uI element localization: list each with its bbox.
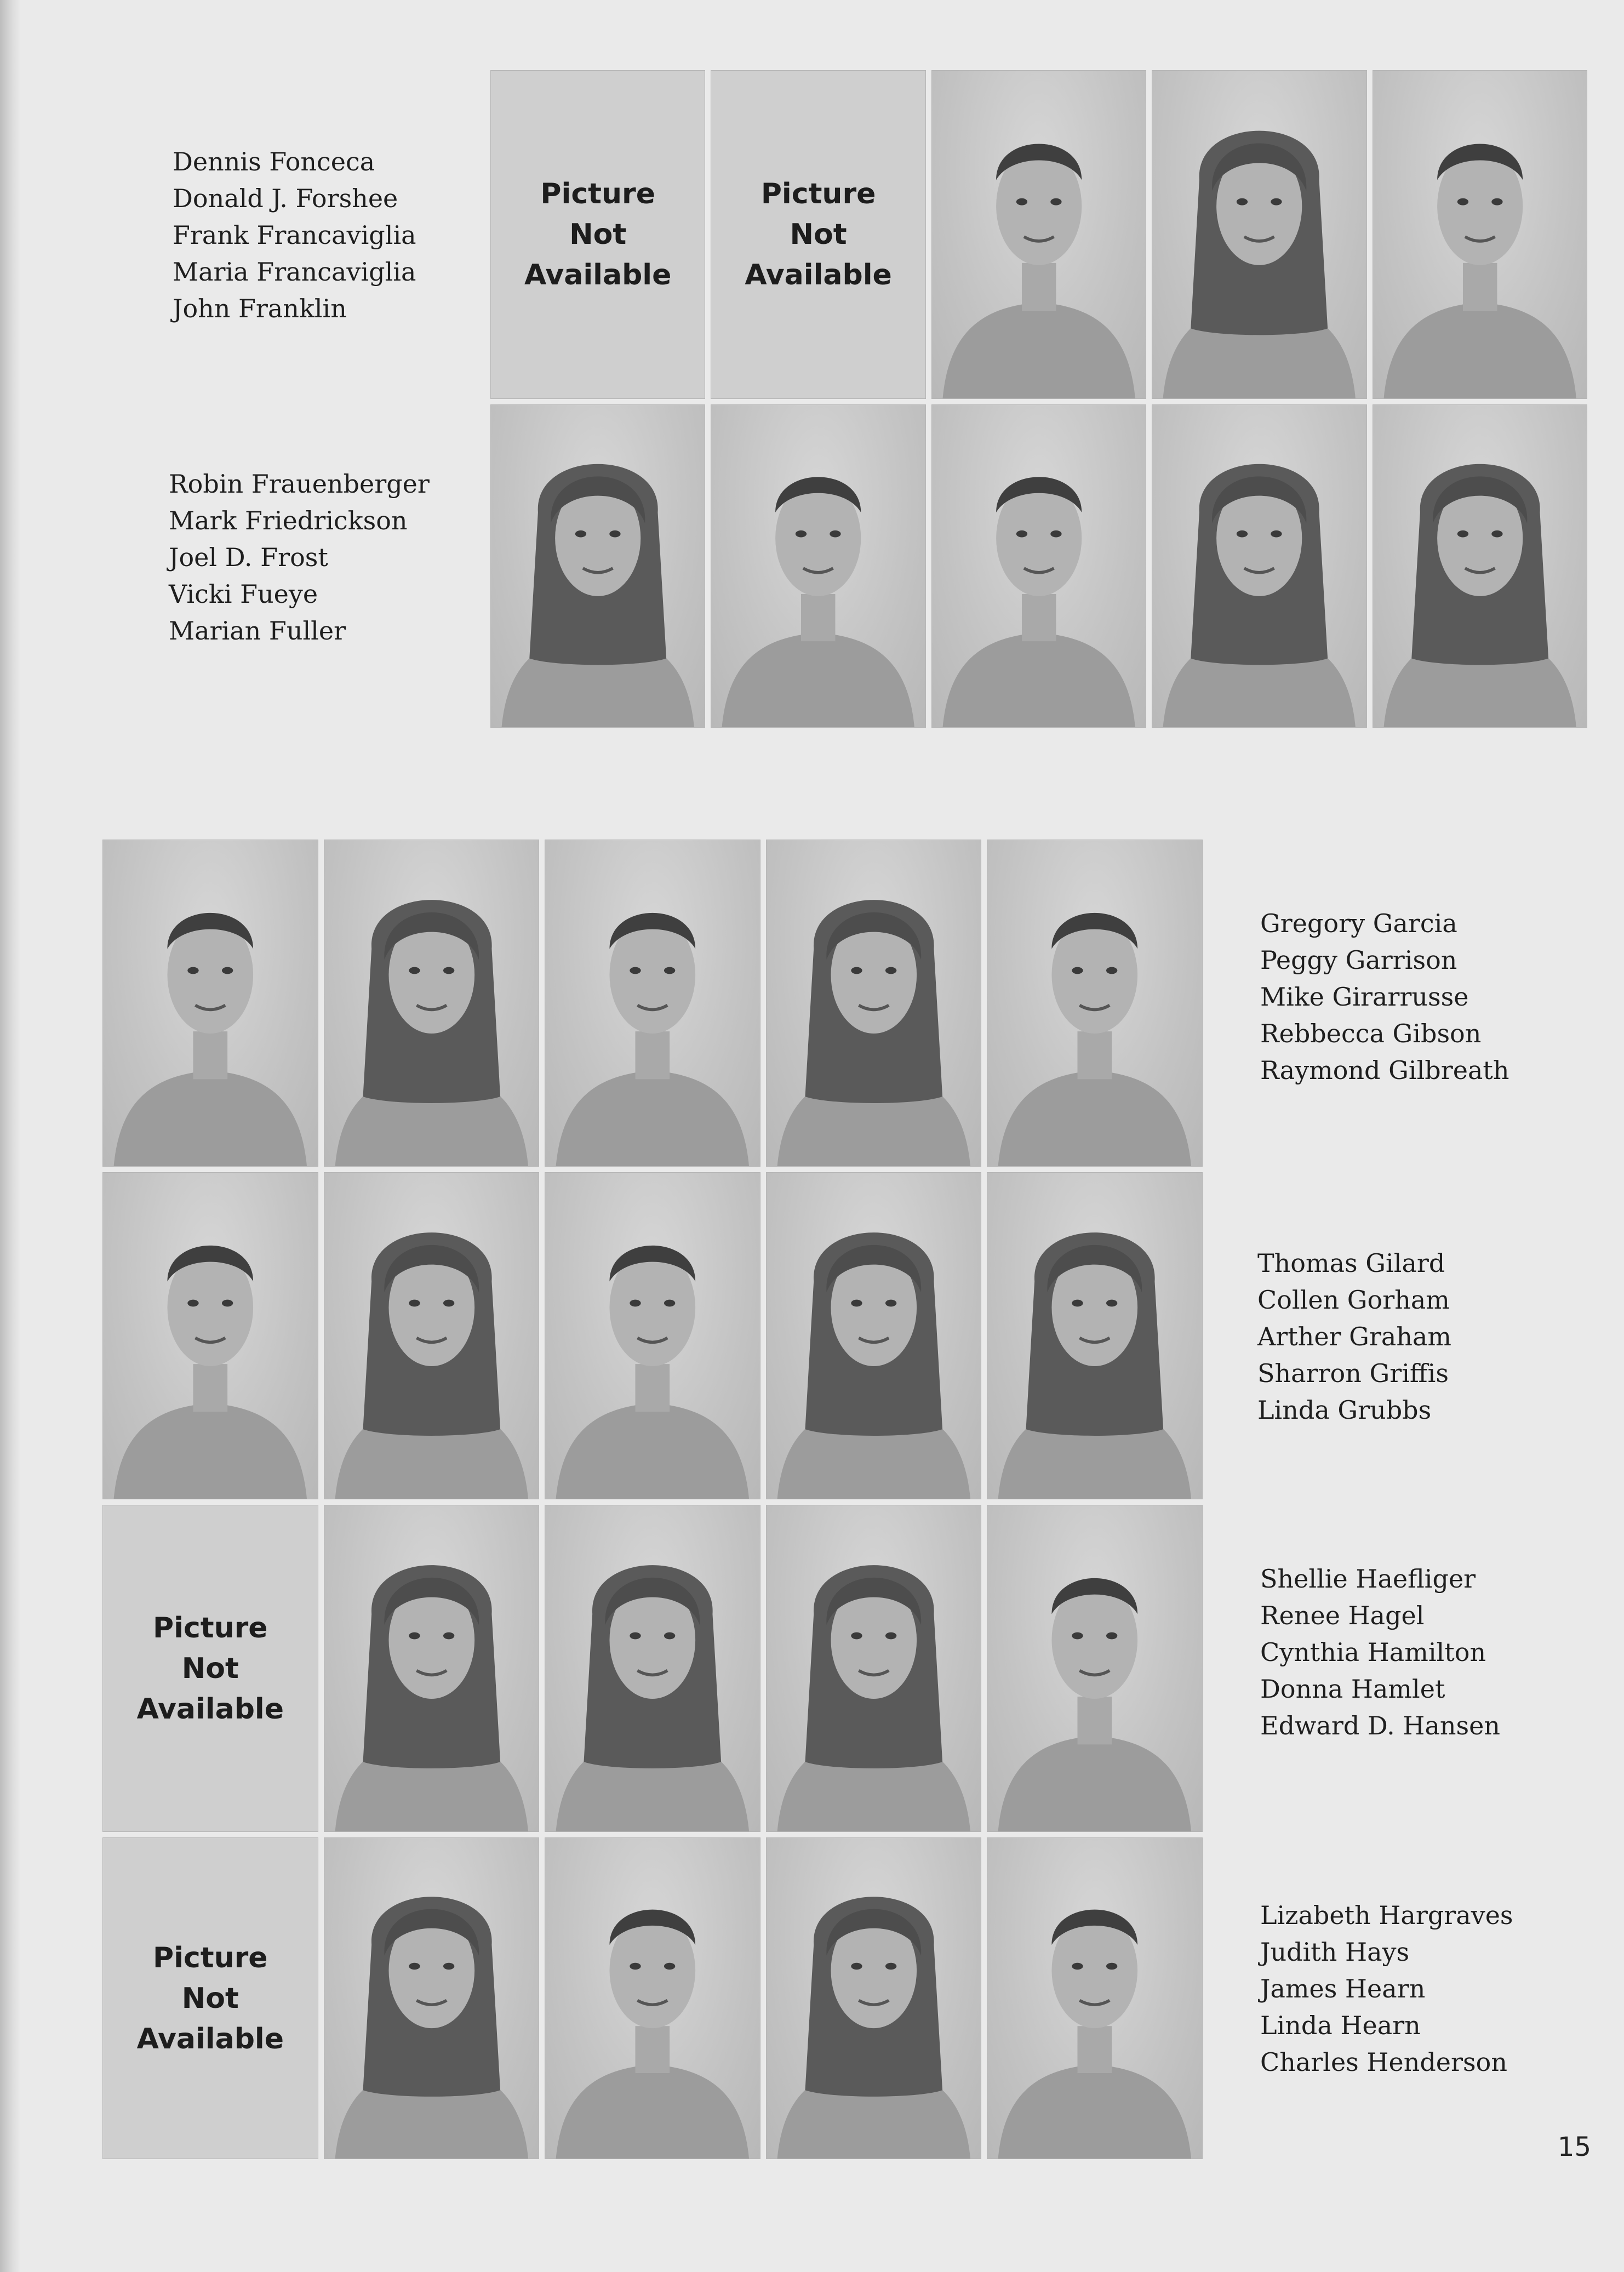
photo-grid-top bbox=[490, 70, 1587, 728]
student-name: Vicki Fueye bbox=[169, 579, 318, 609]
student-name: Raymond Gilbreath bbox=[1260, 1055, 1509, 1085]
student-name: Linda Hearn bbox=[1260, 2011, 1421, 2040]
student-name: James Hearn bbox=[1260, 1974, 1426, 2003]
student-portrait bbox=[931, 404, 1146, 728]
student-portrait bbox=[324, 1505, 540, 1832]
portrait-silhouette bbox=[932, 405, 1146, 727]
student-portrait bbox=[766, 840, 982, 1167]
student-portrait bbox=[490, 404, 705, 728]
student-name: Edward D. Hansen bbox=[1260, 1711, 1500, 1740]
not-available-text: Not bbox=[569, 218, 627, 251]
student-name: John Franklin bbox=[173, 294, 347, 323]
student-name: Renee Hagel bbox=[1260, 1601, 1425, 1630]
portrait-silhouette bbox=[932, 71, 1146, 398]
name-list-group-6 bbox=[1260, 1897, 1513, 2081]
student-name: Marian Fuller bbox=[169, 616, 346, 646]
not-available-text: Picture bbox=[540, 178, 655, 210]
not-available-text: Not bbox=[181, 1982, 239, 2015]
student-name: Frank Francaviglia bbox=[173, 220, 416, 250]
student-portrait bbox=[766, 1837, 982, 2159]
not-available-text: Picture bbox=[153, 1941, 268, 1974]
picture-not-available bbox=[490, 70, 705, 399]
student-name: Peggy Garrison bbox=[1260, 945, 1457, 975]
portrait-silhouette bbox=[324, 1838, 539, 2159]
student-portrait bbox=[545, 840, 760, 1167]
student-name: Sharron Griffis bbox=[1257, 1358, 1449, 1388]
portrait-silhouette bbox=[545, 1173, 760, 1499]
student-name: Donna Hamlet bbox=[1260, 1674, 1445, 1704]
student-name: Arther Graham bbox=[1257, 1322, 1451, 1351]
not-available-text: Available bbox=[524, 259, 672, 292]
not-available-text: Picture bbox=[153, 1611, 268, 1645]
portrait-silhouette bbox=[767, 1838, 981, 2159]
picture-not-available-label bbox=[103, 1505, 318, 1831]
portrait-silhouette bbox=[767, 1173, 981, 1499]
student-name: Shellie Haefliger bbox=[1260, 1564, 1476, 1594]
name-list-group-2 bbox=[169, 466, 430, 649]
portrait-silhouette bbox=[324, 1173, 539, 1499]
student-portrait bbox=[766, 1172, 982, 1499]
portrait-silhouette bbox=[767, 1505, 981, 1831]
student-portrait bbox=[766, 1505, 982, 1832]
name-list-group-5 bbox=[1260, 1561, 1500, 1744]
student-name: Joel D. Frost bbox=[169, 543, 328, 572]
picture-not-available bbox=[102, 1505, 318, 1832]
portrait-silhouette bbox=[324, 1505, 539, 1831]
student-name: Cynthia Hamilton bbox=[1260, 1637, 1486, 1667]
student-name: Linda Grubbs bbox=[1257, 1395, 1432, 1425]
not-available-text: Picture bbox=[760, 178, 876, 210]
student-name: Robin Frauenberger bbox=[169, 469, 430, 499]
student-name: Collen Gorham bbox=[1257, 1285, 1450, 1315]
student-portrait bbox=[324, 1172, 540, 1499]
portrait-silhouette bbox=[491, 405, 705, 727]
portrait-silhouette bbox=[103, 840, 318, 1166]
student-portrait bbox=[987, 1172, 1203, 1499]
portrait-silhouette bbox=[324, 840, 539, 1166]
picture-not-available bbox=[711, 70, 925, 399]
student-portrait bbox=[102, 840, 318, 1167]
portrait-silhouette bbox=[545, 840, 760, 1166]
picture-not-available-label bbox=[491, 71, 705, 398]
student-portrait bbox=[324, 1837, 540, 2159]
not-available-text: Not bbox=[181, 1652, 239, 1685]
student-portrait bbox=[987, 840, 1203, 1167]
student-name: Gregory Garcia bbox=[1260, 909, 1457, 938]
not-available-text: Not bbox=[790, 218, 847, 251]
student-name: Dennis Fonceca bbox=[173, 147, 375, 176]
student-name: Judith Hays bbox=[1260, 1937, 1410, 1967]
student-name: Mike Girarrusse bbox=[1260, 982, 1469, 1012]
portrait-silhouette bbox=[1373, 71, 1587, 398]
portrait-silhouette bbox=[1152, 71, 1366, 398]
not-available-text: Available bbox=[136, 1692, 284, 1726]
portrait-silhouette bbox=[767, 840, 981, 1166]
picture-not-available-label bbox=[711, 71, 925, 398]
not-available-text: Available bbox=[136, 2022, 284, 2056]
picture-not-available bbox=[102, 1837, 318, 2159]
student-portrait bbox=[324, 840, 540, 1167]
portrait-silhouette bbox=[103, 1173, 318, 1499]
portrait-silhouette bbox=[987, 1173, 1202, 1499]
portrait-silhouette bbox=[545, 1505, 760, 1831]
student-name: Thomas Gilard bbox=[1257, 1248, 1445, 1278]
student-portrait bbox=[1152, 70, 1366, 399]
photo-grid-bottom bbox=[102, 840, 1203, 2154]
name-list-group-4 bbox=[1257, 1245, 1451, 1429]
student-name: Charles Henderson bbox=[1260, 2047, 1507, 2077]
portrait-silhouette bbox=[987, 1838, 1202, 2159]
student-name: Donald J. Forshee bbox=[173, 184, 398, 213]
student-portrait bbox=[545, 1505, 760, 1832]
student-portrait bbox=[1373, 404, 1587, 728]
portrait-silhouette bbox=[987, 840, 1202, 1166]
student-portrait bbox=[545, 1172, 760, 1499]
student-portrait bbox=[931, 70, 1146, 399]
portrait-silhouette bbox=[545, 1838, 760, 2159]
student-name: Mark Friedrickson bbox=[169, 506, 408, 535]
student-portrait bbox=[987, 1837, 1203, 2159]
student-portrait bbox=[1152, 404, 1366, 728]
portrait-silhouette bbox=[987, 1505, 1202, 1831]
page-binding-edge bbox=[0, 0, 21, 2272]
student-portrait bbox=[1373, 70, 1587, 399]
student-name: Maria Francaviglia bbox=[173, 257, 416, 287]
portrait-silhouette bbox=[1152, 405, 1366, 727]
student-portrait bbox=[711, 404, 925, 728]
not-available-text: Available bbox=[745, 259, 892, 292]
student-name: Lizabeth Hargraves bbox=[1260, 1900, 1513, 1930]
portrait-silhouette bbox=[711, 405, 925, 727]
portrait-silhouette bbox=[1373, 405, 1587, 727]
name-list-group-1 bbox=[173, 144, 416, 327]
student-portrait bbox=[987, 1505, 1203, 1832]
student-name: Rebbecca Gibson bbox=[1260, 1019, 1482, 1048]
page-number: 15 bbox=[1557, 2132, 1591, 2162]
student-portrait bbox=[102, 1172, 318, 1499]
student-portrait bbox=[545, 1837, 760, 2159]
picture-not-available-label bbox=[103, 1838, 318, 2159]
name-list-group-3 bbox=[1260, 905, 1509, 1089]
